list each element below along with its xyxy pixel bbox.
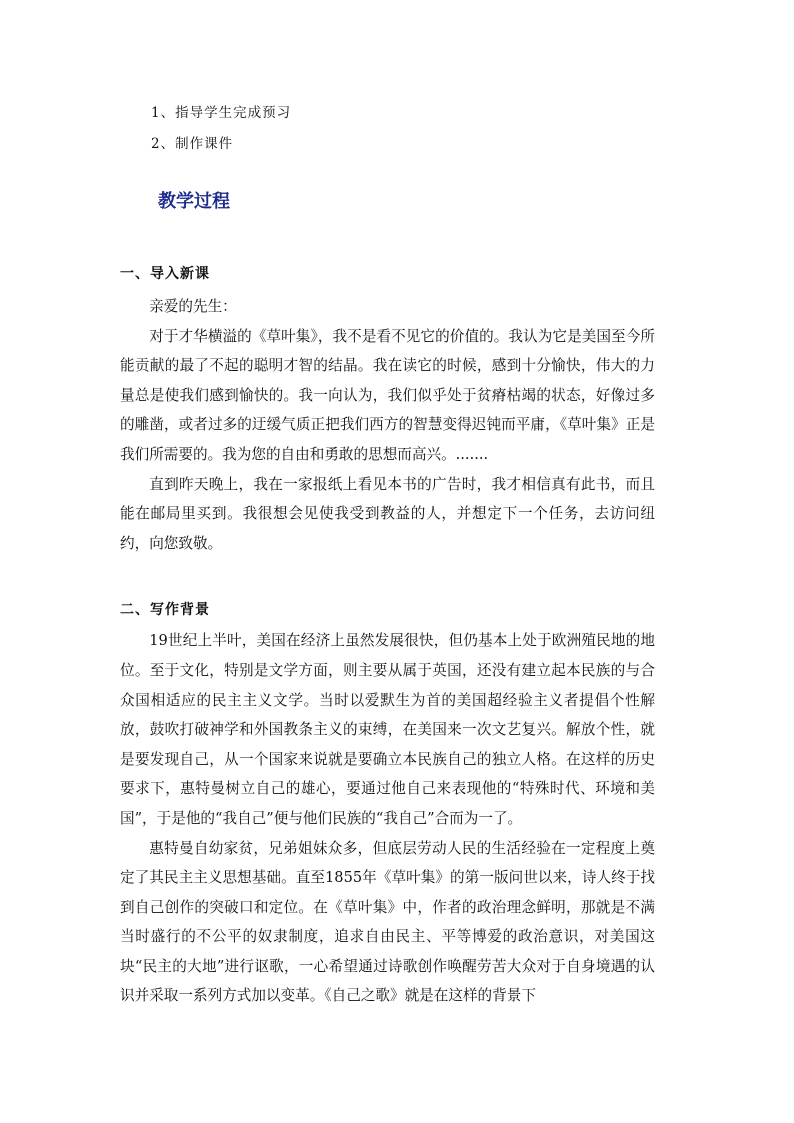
background-body [120,626,655,1011]
section-heading-intro: 一、导入新课 [120,266,210,282]
teaching-process-title: 教学过程 [158,191,230,212]
preparation-list [120,98,655,160]
letter-salutation: 亲爱的先生： [149,298,237,315]
page-content [120,98,655,1011]
paragraph: 对于才华横溢的《草叶集》，我不是看不见它的价值的。我认为它是美国至今所能贡献的最了不起的聪明才智的结晶。我在读它的时候，感到十分愉快，伟大的力量总是使我们感到愉快的。我一向认为，我们似乎处于贫瘠枯竭的状态，好像过多的雕凿，或者过多的迂缓气质正把我们西方的智慧变得迟钝而平庸，《草叶集》正是我们所需要的。我为您的自由和勇敢的思想而高兴。....... [120,327,655,463]
prep-item: 1、指导学生完成预习 [151,105,292,121]
paragraph: 19世纪上半叶，美国在经济上虽然发展很快，但仍基本上处于欧洲殖民地的地位。至于文化，特别是文学方面，则主要从属于英国，还没有建立起本民族的与合众国相适应的民主主义文学。当时以爱默生为首的美国超经验主义者提倡个性解放，鼓吹打破神学和外国教条主义的束缚，在美国来一次文艺复兴。解放个性，就是要发现自己，从一个国家来说就是要确立本民族自己的独立人格。在这样的历史要求下，惠特曼树立自己的雄心，要通过他自己来表现他的“特殊时代、环境和美国”，于是他的“我自己”便与他们民族的“我自己”合而为一了。 [120,632,655,827]
prep-item: 2、制作课件 [151,136,234,152]
letter-body [120,322,655,559]
paragraph: 惠特曼自幼家贫，兄弟姐妹众多，但底层劳动人民的生活经验在一定程度上奠定了其民主主义思想基础。直至1855年《草叶集》的第一版问世以来，诗人终于找到自己创作的突破口和定位。在《草叶集》中，作者的政治理念鲜明，那就是不满当时盛行的不公平的奴隶制度，追求自由民主、平等博爱的政治意识，对美国这块“民主的大地”进行讴歌，一心希望通过诗歌创作唤醒劳苦大众对于自身境遇的认识并采取一系列方式加以变革。《自己之歌》就是在这样的背景下 [120,839,655,1005]
paragraph: 直到昨天晚上，我在一家报纸上看见本书的广告时，我才相信真有此书，而且能在邮局里买到。我很想会见使我受到教益的人，并想定下一个任务，去访问纽约，向您致敬。 [120,475,655,552]
section-heading-background: 二、写作背景 [120,602,210,619]
